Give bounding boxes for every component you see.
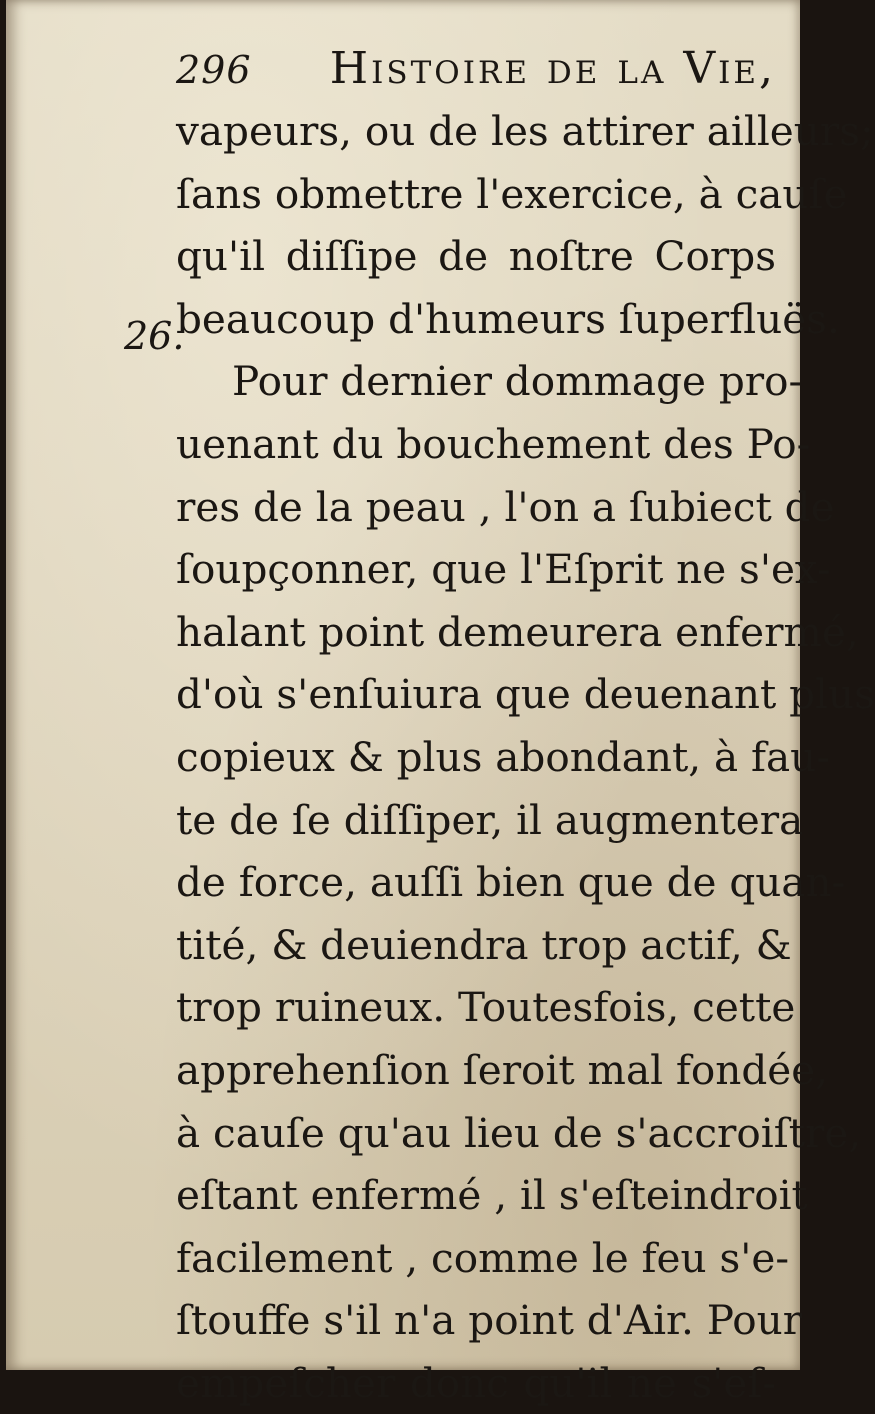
text-line: apprehenſion ſeroit mal fondée, (176, 1045, 829, 1094)
page-number: 296 (176, 48, 252, 92)
text-line: te de ſe diſſiper, il augmentera (176, 795, 804, 844)
running-title: Histoire de la Vie, (329, 43, 776, 94)
text-line: eſtant enfermé , il s'eſteindroit (176, 1171, 808, 1220)
text-line: d'où s'enſuiura que deuenant plus (176, 670, 875, 719)
text-line: ſans obmettre l'exercice, à cauſe (176, 169, 848, 218)
text-line: uenant du bouchement des Po- (176, 419, 811, 468)
book-page (6, 0, 875, 1407)
text-line: tité, & deuiendra trop actif, & (176, 920, 792, 969)
text-line: trop ruineux. Toutesfois, cette (176, 983, 796, 1032)
text-line: Pour dernier dommage pro- (232, 357, 803, 406)
page-header (176, 40, 776, 100)
text-line: de force, auſſi bien que de quan- (176, 858, 846, 907)
paragraph-number: 26. (124, 314, 185, 358)
page-text (176, 40, 875, 1414)
text-line: vapeurs, ou de les attirer ailleurs; (176, 107, 874, 155)
text-line: ſtouffe s'il n'a point d'Air. Pour (176, 1296, 803, 1345)
text-line: empeſcher donc qu'il ne s'eſ- (176, 1358, 776, 1407)
text-line: res de la peau , l'on a ſubiect de (176, 482, 835, 531)
text-line: ſoupçonner, que l'Eſprit ne s'ex- (176, 545, 831, 594)
text-line: halant point demeurera enfermé, (176, 607, 859, 656)
text-line: à cauſe qu'au lieu de s'accroiſtre, (176, 1108, 862, 1157)
text-line: qu'il diſſipe de noſtre Corps (176, 232, 776, 281)
text-line: beaucoup d'humeurs ſuperfluës. (176, 294, 840, 343)
text-line: facilement , comme le feu s'e- (176, 1233, 790, 1282)
text-line: copieux & plus abondant, à fau- (176, 732, 830, 781)
